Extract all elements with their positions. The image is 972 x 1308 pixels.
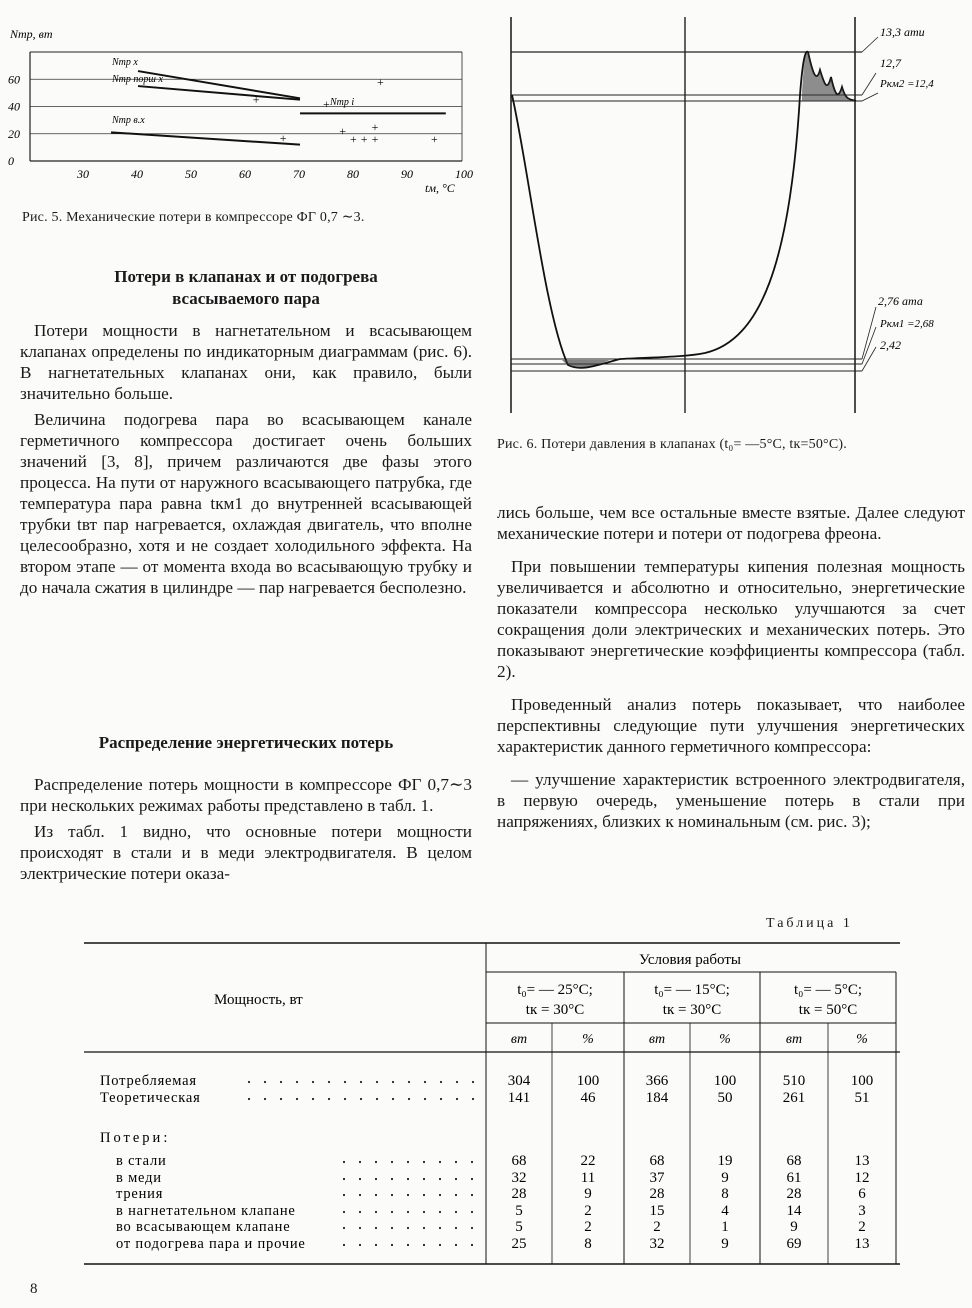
- right-para-2: При повышении температуры кипения полезная мощность увеличивается и абсолютно и относительно, энергетические показатели компрессора несколько улучшаются за счет сокращения доли электрических и механических потерь. Это показывают энергетические коэффициенты компрессора (табл. 2).: [497, 557, 965, 681]
- table1-leader-dot: [343, 1211, 345, 1213]
- table1-cell: 2: [653, 1219, 661, 1235]
- table1-leader-dot: [471, 1161, 473, 1163]
- table1-leader-dot: [376, 1081, 378, 1083]
- table1-leader-dot: [359, 1227, 361, 1229]
- table1-cell: 2: [858, 1219, 866, 1235]
- table1-cell: 68: [511, 1153, 527, 1169]
- table1-cell: 9: [721, 1236, 729, 1252]
- table1-leader-dot: [423, 1178, 425, 1180]
- table1-leader-dot: [424, 1081, 426, 1083]
- table1-cell: 1: [721, 1219, 729, 1235]
- table1-leader-dot: [359, 1244, 361, 1246]
- table1-leader-dot: [360, 1098, 362, 1100]
- table1-leader-dot: [471, 1227, 473, 1229]
- table1-mode-line2: tк = 30°С: [525, 1002, 585, 1018]
- table1-leader-dot: [360, 1081, 362, 1083]
- table1-row-label: трения: [116, 1186, 164, 1202]
- table1-cell: 68: [649, 1153, 665, 1169]
- table1-cell: 100: [713, 1073, 737, 1089]
- fig5-data-point: +: [377, 74, 384, 89]
- table1-leader-dot: [408, 1081, 410, 1083]
- fig5-ytick-label: 40: [8, 99, 20, 114]
- fig6-caption: Рис. 6. Потери давления в клапанах (t₀= —5°С, tк=50°С).: [497, 437, 847, 452]
- table1-cell: 9: [790, 1219, 798, 1235]
- fig5-ytick-label: 0: [8, 154, 14, 168]
- table1-cell: 13: [854, 1236, 870, 1252]
- fig5-data-point: +: [371, 119, 379, 134]
- table1-mode-line2: tк = 30°С: [662, 1002, 722, 1018]
- table1-leader-dot: [407, 1194, 409, 1196]
- table1-leader-dot: [408, 1098, 410, 1100]
- table1-leader-dot: [343, 1178, 345, 1180]
- table1-cell: 11: [580, 1170, 596, 1186]
- fig5-ylabel: Nтр, вт: [10, 27, 53, 41]
- table1-cell: 46: [580, 1090, 596, 1106]
- table1-mode-line1: t₀= — 15°С;: [654, 982, 730, 998]
- table1-row-label: от подогрева пара и прочие: [116, 1236, 306, 1252]
- table1-cell: 9: [721, 1170, 729, 1186]
- table1-mode-line1: t₀= — 25°С;: [517, 982, 593, 998]
- fig5-data-point: +: [350, 132, 357, 147]
- table1-unit-pct: %: [582, 1032, 594, 1047]
- table1-leader-dot: [456, 1098, 458, 1100]
- table1-cell: 14: [786, 1203, 802, 1219]
- table1-label: Таблица 1: [766, 916, 853, 931]
- table1-unit-pct: %: [719, 1032, 731, 1047]
- fig6-label-12-7: 12,7: [880, 56, 901, 70]
- table1-leader-dot: [471, 1211, 473, 1213]
- table1-leader-dot: [375, 1194, 377, 1196]
- table1-cell: 366: [645, 1073, 669, 1089]
- table1-leader-dot: [280, 1098, 282, 1100]
- table1-row-label: во всасывающем клапане: [116, 1219, 291, 1235]
- fig6-label-2-42: 2,42: [880, 338, 901, 352]
- left-para-2: Величина подогрева пара во всасывающем канале герметичного компрессора достигает очень больших значений [3, 8], причем различаются две фазы этого процесса. На пути от наружного всасывающего патрубка, где температура пара равна tкм1 до внутренней всасывающей трубки tвт пар нагревается, охлаждая двигатель, что вполне целесообразно, хотя и не создает холодильного эффекта. На втором этапе — от момента входа во всасывающую трубку и до начала сжатия в цилиндре — пар нагревается бесполезно.: [20, 410, 472, 597]
- fig6-label-pkm1: Pкм1 =2,68: [880, 318, 934, 330]
- fig5-xtick-label: 60: [239, 167, 251, 181]
- table1-leader-dot: [280, 1081, 282, 1083]
- table1-leader-dot: [328, 1098, 330, 1100]
- table1-leader-dot: [471, 1244, 473, 1246]
- table1-leader-dot: [407, 1211, 409, 1213]
- table1-leader-dot: [439, 1178, 441, 1180]
- fig5-label-ntr-x: Nтр x: [112, 57, 138, 68]
- table1-leader-dot: [359, 1161, 361, 1163]
- table1-unit-w: вт: [648, 1032, 666, 1047]
- table1-row-label: Теоретическая: [100, 1090, 201, 1106]
- table1-cell: 5: [515, 1203, 523, 1219]
- table1-leader-dot: [344, 1098, 346, 1100]
- table1-leader-dot: [376, 1098, 378, 1100]
- fig5-xtick-label: 90: [401, 167, 413, 181]
- table1-leader-dot: [391, 1161, 393, 1163]
- table1-cell: 15: [649, 1203, 665, 1219]
- table1-leader-dot: [407, 1178, 409, 1180]
- table1-cell: 8: [584, 1236, 592, 1252]
- table1-leader-dot: [392, 1098, 394, 1100]
- table1-leader-dot: [375, 1244, 377, 1246]
- table1-leader-dot: [455, 1194, 457, 1196]
- table1-leader-dot: [296, 1081, 298, 1083]
- fig5-data-point: +: [279, 130, 287, 145]
- table1-leader-dot: [359, 1194, 361, 1196]
- table1-cell: 141: [507, 1090, 531, 1106]
- table1-leader-dot: [471, 1194, 473, 1196]
- table1-leader-dot: [375, 1227, 377, 1229]
- page-number: 8: [30, 1281, 38, 1297]
- table1-leader-dot: [423, 1161, 425, 1163]
- table1-cell: 69: [786, 1236, 802, 1252]
- table1-cell: 184: [645, 1090, 669, 1106]
- table1-cell: 25: [511, 1236, 527, 1252]
- table1-leader-dot: [439, 1227, 441, 1229]
- fig5-label-ntr-i: Nтр i: [330, 97, 355, 108]
- table1-cell: 37: [649, 1170, 665, 1186]
- fig5-ytick-label: 20: [8, 126, 20, 141]
- table1-cell: 9: [584, 1186, 592, 1202]
- fig6-label-2-76: 2,76 ата: [878, 294, 923, 308]
- fig5-data-point: +: [371, 132, 379, 147]
- table1-leader-dot: [375, 1211, 377, 1213]
- table1-cell: 61: [786, 1170, 802, 1186]
- fig5-data-point: +: [431, 132, 438, 147]
- table1-leader-dot: [312, 1098, 314, 1100]
- table1-leader-dot: [391, 1227, 393, 1229]
- table1-leader-dot: [359, 1211, 361, 1213]
- fig6-leader-13-3: [862, 37, 878, 52]
- left-para-4: Из табл. 1 видно, что основные потери мощности происходят в стали и в меди электродвигателя. В целом электрические потери оказа-: [20, 822, 472, 883]
- table1-leader-dot: [471, 1178, 473, 1180]
- table1-row-label: Потребляемая: [100, 1073, 197, 1089]
- fig5-xlabel: tм, °С: [425, 181, 455, 195]
- table1: [84, 942, 900, 1270]
- table1-leader-dot: [472, 1081, 474, 1083]
- table1-unit-w: вт: [785, 1032, 803, 1047]
- table1-leader-dot: [343, 1161, 345, 1163]
- table1-row-label: в нагнетательном клапане: [116, 1203, 296, 1219]
- table1-leader-dot: [472, 1098, 474, 1100]
- table1-leader-dot: [455, 1244, 457, 1246]
- table1-leader-dot: [312, 1081, 314, 1083]
- table1-leader-dot: [423, 1194, 425, 1196]
- table1-losses-header: Потери:: [100, 1130, 171, 1146]
- fig5-xtick-label: 30: [77, 167, 89, 181]
- table1-leader-dot: [424, 1098, 426, 1100]
- right-para-3: Проведенный анализ потерь показывает, что наиболее перспективны следующие пути улучшения энергетических характеристик данного герметичного компрессора:: [497, 695, 965, 756]
- fig5-data-point: +: [252, 92, 260, 107]
- table1-leader-dot: [375, 1178, 377, 1180]
- table1-leader-dot: [439, 1194, 441, 1196]
- table1-cell: 12: [854, 1170, 870, 1186]
- fig6-leader-12-4: [862, 93, 878, 101]
- table1-leader-dot: [343, 1194, 345, 1196]
- table1-leader-dot: [296, 1098, 298, 1100]
- table1-cell: 6: [858, 1186, 866, 1202]
- table1-leader-dot: [455, 1178, 457, 1180]
- table1-leader-dot: [328, 1081, 330, 1083]
- table1-leader-dot: [391, 1211, 393, 1213]
- table1-cell: 510: [782, 1073, 806, 1089]
- table1-unit-pct: %: [856, 1032, 868, 1047]
- fig5-xtick-label: 50: [185, 167, 197, 181]
- table1-leader-dot: [343, 1227, 345, 1229]
- table1-leader-dot: [439, 1161, 441, 1163]
- table1-cell: 304: [507, 1073, 531, 1089]
- table1-cell: 32: [511, 1170, 527, 1186]
- table1-leader-dot: [391, 1194, 393, 1196]
- table1-unit-w: вт: [510, 1032, 528, 1047]
- table1-leader-dot: [391, 1244, 393, 1246]
- table1-cell: 5: [515, 1219, 523, 1235]
- fig5-caption: Рис. 5. Механические потери в компрессоре ФГ 0,7 ∼3.: [22, 210, 365, 225]
- fig6-label-pkm2: Pкм2 =12,4: [880, 78, 934, 90]
- table1-leader-dot: [264, 1098, 266, 1100]
- fig5-series-line: [111, 132, 300, 144]
- figure6-diagram: [500, 15, 970, 415]
- table1-cell: 100: [850, 1073, 874, 1089]
- left-para-1: Потери мощности в нагнетательном и всасывающем клапанах определены по индикаторным диаграммам (рис. 6). В нагнетательных клапанах они, как правило, были значительно больше.: [20, 321, 472, 403]
- table1-cell: 100: [576, 1073, 600, 1089]
- table1-row-label: в меди: [116, 1170, 162, 1186]
- fig5-xtick-label: 70: [293, 167, 305, 181]
- table1-leader-dot: [423, 1227, 425, 1229]
- table1-leader-dot: [344, 1081, 346, 1083]
- table1-cell: 19: [717, 1153, 733, 1169]
- table1-mode-line1: t₀= — 5°С;: [793, 982, 863, 998]
- table1-cell: 2: [584, 1219, 592, 1235]
- table1-leader-dot: [359, 1178, 361, 1180]
- table1-leader-dot: [455, 1227, 457, 1229]
- fig5-label-ntr-porsh: Nтр порш x: [112, 74, 163, 85]
- table1-leader-dot: [248, 1098, 250, 1100]
- fig5-series-line: [138, 86, 300, 100]
- table1-cell: 8: [721, 1186, 729, 1202]
- right-para-4: — улучшение характеристик встроенного электродвигателя, в первую очередь, уменьшение потерь в стали при напряжениях, близких к номинальным (см. рис. 3);: [497, 770, 965, 831]
- table1-leader-dot: [423, 1211, 425, 1213]
- table1-leader-dot: [407, 1227, 409, 1229]
- table1-cell: 28: [786, 1186, 802, 1202]
- table1-leader-dot: [456, 1081, 458, 1083]
- table1-cell: 4: [721, 1203, 729, 1219]
- table1-leader-dot: [423, 1244, 425, 1246]
- table1-mode-line2: tк = 50°С: [798, 1002, 858, 1018]
- table1-leader-dot: [392, 1081, 394, 1083]
- table1-leader-dot: [248, 1081, 250, 1083]
- table1-cell: 50: [717, 1090, 733, 1106]
- table1-cell: 28: [511, 1186, 527, 1202]
- table1-cell: 261: [782, 1090, 806, 1106]
- table1-leader-dot: [440, 1098, 442, 1100]
- table1-leader-dot: [407, 1161, 409, 1163]
- fig6-label-13-3: 13,3 ати: [880, 25, 925, 39]
- table1-leader-dot: [455, 1211, 457, 1213]
- table1-leader-dot: [440, 1081, 442, 1083]
- table1-cell: 68: [786, 1153, 802, 1169]
- table1-header-conditions: Условия работы: [639, 952, 741, 968]
- section-title-energy-losses: Распределение энергетических потерь: [98, 733, 394, 752]
- table1-leader-dot: [391, 1178, 393, 1180]
- left-para-3: Распределение потерь мощности в компрессоре ФГ 0,7∼3 при нескольких режимах работы представлено в табл. 1.: [20, 775, 472, 815]
- table1-header-power: Мощность, вт: [214, 992, 303, 1008]
- table1-cell: 32: [649, 1236, 665, 1252]
- table1-cell: 3: [858, 1203, 866, 1219]
- table1-leader-dot: [343, 1244, 345, 1246]
- table1-leader-dot: [439, 1244, 441, 1246]
- table1-cell: 22: [580, 1153, 596, 1169]
- table1-cell: 2: [584, 1203, 592, 1219]
- table1-leader-dot: [375, 1161, 377, 1163]
- right-para-1: лись больше, чем все остальные вместе взятые. Далее следуют механические потери и потери от подогрева фреона.: [497, 503, 965, 543]
- table1-cell: 28: [649, 1186, 665, 1202]
- section-title-valve-losses: Потери в клапанах и от подогрева всасываемого пара: [114, 267, 378, 308]
- fig5-xtick-label: 40: [131, 167, 143, 181]
- table1-cell: 13: [854, 1153, 870, 1169]
- fig5-ytick-label: 60: [8, 72, 20, 87]
- table1-cell: 51: [854, 1090, 870, 1106]
- fig5-data-point: +: [323, 96, 330, 111]
- fig5-label-ntr-v: Nтр в.x: [112, 115, 145, 126]
- fig6-leader-12-7: [862, 73, 876, 95]
- fig5-data-point: +: [360, 132, 368, 147]
- fig5-data-point: +: [339, 124, 346, 139]
- figure5-chart: [0, 20, 480, 205]
- fig5-xtick-label: 100: [455, 167, 473, 181]
- table1-leader-dot: [439, 1211, 441, 1213]
- table1-row-label: в стали: [116, 1153, 167, 1169]
- fig5-xtick-label: 80: [347, 167, 359, 181]
- table1-leader-dot: [407, 1244, 409, 1246]
- table1-leader-dot: [455, 1161, 457, 1163]
- table1-leader-dot: [264, 1081, 266, 1083]
